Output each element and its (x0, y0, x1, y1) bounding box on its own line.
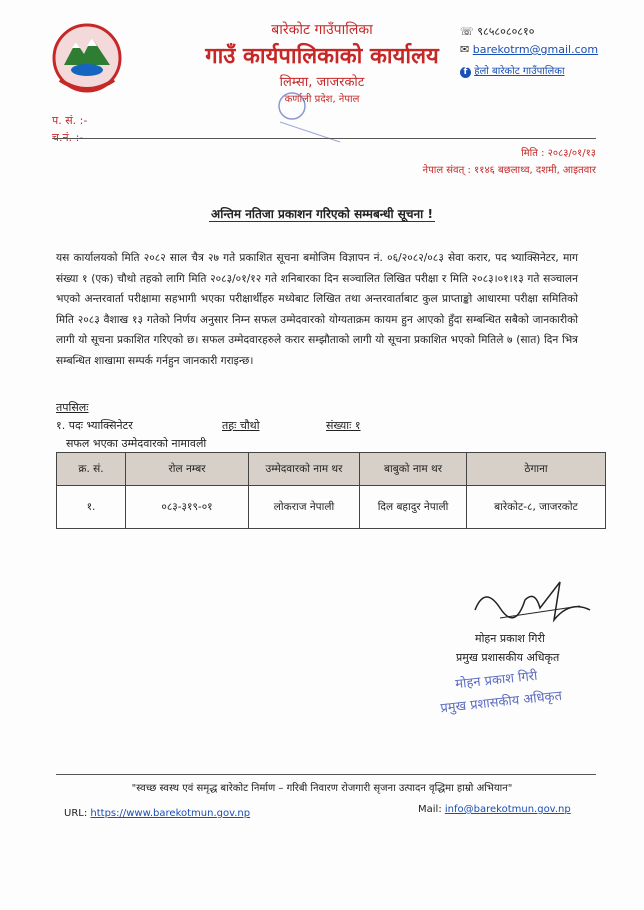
notice-body: यस कार्यालयको मिति २०८२ साल चैत्र २७ गते प्रकाशित सूचना बमोजिम विज्ञापन नं. ०६/२०८२/०८३ सेवा करार, पद भ्याक्सिनेटर, माग संख्या १ (एक) चौथो तहको लागि मिति २०८३/०१/१२ गते शनिबारका दिन सञ्चालित लिखित परीक्षा र मिति २०८३।०१।१३ गते सञ्चालन भएको अन्तरवार्ता परीक्षामा सहभागी भएका परीक्षार्थीहरु मध्येबाट लिखित तथा अन्तरवार्ताबाट कुल प्राप्ताङ्को आधारमा परीक्षा समितिको मिति २०८३ वैशाख १३ गतेको निर्णय अनुसार निम्न सफल उम्मेदवारको योग्यताक्रम कायम हुन आएको हुँदा सम्बन्धित सबैको जानकारीको लागी यो सूचना प्रकाशित गरिएको छ। सफल उम्मेदवारहरुले करार सम्झौताको लागी यो सूचना प्रकाशित भएको मितिले ७ (सात) दिन भित्र सम्बन्धित शाखामा सम्पर्क गर्नहुन जानकारी गराइन्छ। (56, 252, 578, 367)
level-detail: तहः चौथो (222, 419, 260, 432)
officer-name: मोहन प्रकाश गिरी (475, 632, 545, 645)
footer-mail (418, 804, 571, 815)
office-name: गाउँ कार्यपालिकाको कार्यालय (205, 44, 439, 69)
header-divider (52, 138, 596, 139)
cell-father-name: दिल बहादुर नेपाली (360, 486, 467, 529)
phone-number: ९८५८०८०८१० (477, 25, 535, 38)
url-link[interactable]: https://www.barekotmun.gov.np (90, 808, 251, 819)
url-label: URL: (64, 808, 88, 819)
details-heading: तपसिलः (56, 401, 89, 414)
date-miti: मिति : २०८३/०१/१३ (521, 148, 596, 159)
header-serial: क्र. सं. (57, 453, 126, 486)
header-candidate-name: उम्मेदवारको नाम थर (249, 453, 360, 486)
count-detail: संख्याः १ (326, 419, 361, 432)
footer-url (64, 808, 250, 819)
successful-candidates-title: सफल भएका उम्मेदवारको नामावली (66, 437, 207, 450)
table-header-row (57, 453, 606, 486)
post-detail: १. पदः भ्याक्सिनेटर (56, 419, 133, 432)
municipality-name: बारेकोट गाउँपालिका (271, 22, 373, 38)
header-address: ठेगाना (467, 453, 606, 486)
cell-roll-number: ०८३-३१९-०१ (126, 486, 249, 529)
results-table (56, 452, 606, 529)
office-seal-icon (270, 92, 350, 152)
cell-candidate-name: लोकराज नेपाली (249, 486, 360, 529)
cell-address: बारेकोट-८, जाजरकोट (467, 486, 606, 529)
nepal-sambat-date: नेपाल संवत् : ११४६ बछलाथ्व, दशमी, आइतवार (422, 165, 596, 176)
phone-icon: ☏ (460, 25, 474, 38)
table-row (57, 486, 606, 529)
stamp-title: प्रमुख प्रशासकीय अधिकृत (439, 688, 563, 717)
footer-slogan: "स्वच्छ स्वस्थ एवं समृद्ध बारेकोट निर्माण – गरिबी निवारण रोजगारी सृजना उत्पादन वृद्धिमा हाम्रो अभियान" (131, 783, 513, 794)
facebook-contact (460, 63, 565, 78)
phone-contact (460, 24, 534, 39)
facebook-link[interactable]: हेलो बारेकोट गाउँपालिका (474, 66, 565, 77)
officer-title: प्रमुख प्रशासकीय अधिकृत (456, 651, 560, 664)
patra-sankhya-label: प. सं. :- (52, 114, 88, 127)
header-roll-number: रोल नम्बर (126, 453, 249, 486)
office-location: लिम्सा, जाजरकोट (279, 75, 365, 90)
footer-divider (56, 774, 596, 775)
notice-subject-text: अन्तिम नतिजा प्रकाशन गरिएको सम्मबन्धी सूचना ! (211, 207, 433, 221)
cell-serial: १. (57, 486, 126, 529)
mail-label: Mail: (418, 804, 442, 815)
province-line: कर्णाली प्रदेश, नेपाल (284, 94, 360, 105)
stamp-name: मोहन प्रकाश गिरी (454, 668, 539, 693)
header-father-name: बाबुको नाम थर (360, 453, 467, 486)
facebook-icon: f (460, 67, 471, 78)
email-link[interactable]: barekotrm@gmail.com (472, 43, 599, 56)
email-contact (460, 43, 598, 56)
mail-icon: ✉ (460, 43, 470, 56)
chalani-number-label: च.नं. :- (52, 131, 84, 144)
mail-link[interactable]: info@barekotmun.gov.np (444, 804, 571, 815)
notice-subject (0, 205, 644, 222)
